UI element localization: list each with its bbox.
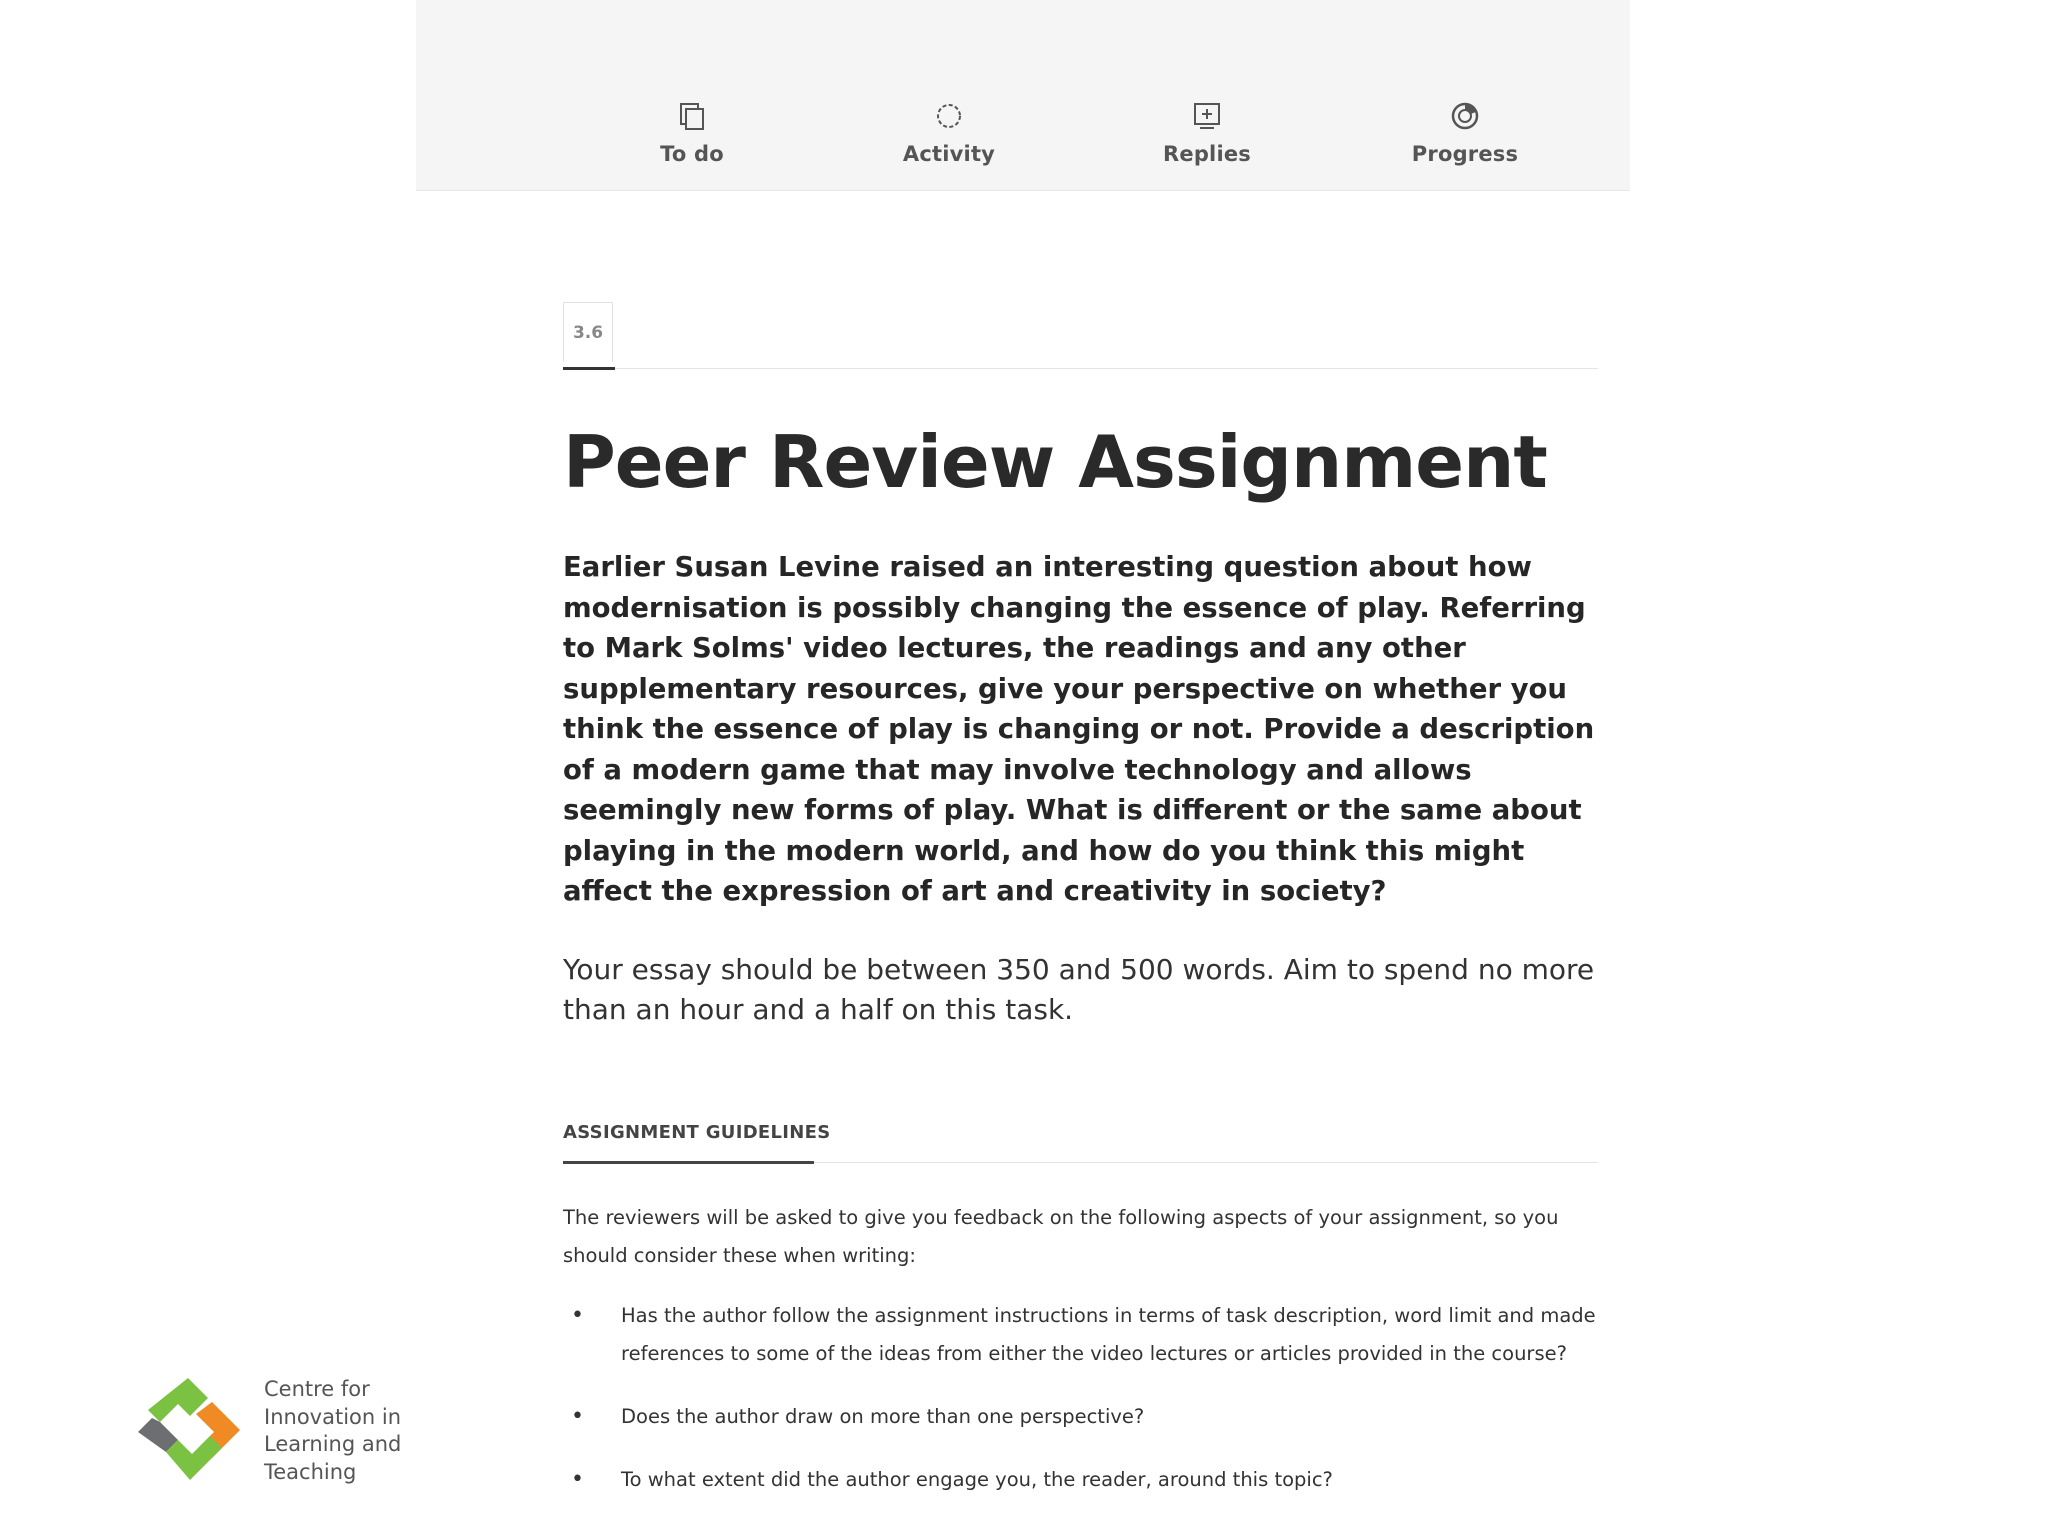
nav-item-to-do[interactable] [612, 100, 772, 166]
logo-line: Innovation in [264, 1404, 402, 1429]
assignment-question: Earlier Susan Levine raised an interesting question about how modernisation is possibly changing the essence of play. Referring to Mark Solms' video lectures, the readings and any other supplementary resources, give your perspective on whether you think the essence of play is changing or not. Provide a description of a modern game that may involve technology and allows seemingly new forms of play. What is different or the same about playing in the modern world, and how do you think this might affect the expression of art and creativity in society? [563, 551, 1595, 907]
progress-icon [1449, 100, 1481, 132]
nav-item-replies[interactable] [1127, 100, 1287, 166]
logo-line: Teaching [264, 1459, 357, 1484]
bullet: • [571, 1466, 584, 1492]
guidelines-heading[interactable]: ASSIGNMENT GUIDELINES [563, 1121, 831, 1143]
list-item [563, 1398, 1598, 1436]
guidelines-underline [563, 1161, 814, 1164]
list-item [563, 1297, 1598, 1373]
page-title: Peer Review Assignment [563, 420, 1547, 504]
logo-text [264, 1376, 401, 1486]
guidelines-tab-header [563, 1122, 1598, 1163]
essay-instructions: Your essay should be between 350 and 500 words. Aim to spend no more than an hour and a half on this task. [563, 952, 1595, 1026]
criteria-text: To what extent did the author engage you, the reader, around this topic? [621, 1467, 1333, 1491]
step-tabs [563, 300, 1598, 369]
step-number-tab[interactable]: 3.6 [563, 302, 613, 362]
bullet: • [571, 1403, 584, 1429]
guidelines-intro: The reviewers will be asked to give you feedback on the following aspects of your assignment, so you should consider these when writing: [563, 1205, 1559, 1267]
activity-icon [933, 100, 965, 132]
replies-icon [1191, 100, 1223, 132]
nav-label-progress: Progress [1411, 142, 1519, 166]
step-tab-underline [563, 367, 615, 370]
nav-label-activity: Activity [902, 142, 996, 166]
todo-icon [676, 100, 708, 132]
criteria-text: Has the author follow the assignment instructions in terms of task description, word limit and made references to some of the ideas from either the video lectures or articles provided in the course? [621, 1303, 1596, 1365]
list-item [563, 1461, 1598, 1499]
criteria-text: Does the author draw on more than one perspective? [621, 1404, 1145, 1428]
ciilt-logo-icon [132, 1376, 244, 1488]
bullet: • [571, 1302, 584, 1328]
nav-item-activity[interactable] [869, 100, 1029, 166]
logo-line: Learning and [264, 1432, 402, 1456]
nav-label-to-do: To do [660, 142, 724, 166]
nav-item-progress[interactable] [1385, 100, 1545, 166]
step-content [563, 300, 1598, 1524]
criteria-list [563, 1297, 1598, 1499]
cilt-logo [132, 1376, 432, 1496]
nav-label-replies: Replies [1163, 142, 1251, 166]
logo-line: Centre for [264, 1377, 370, 1401]
top-navigation-bar [416, 0, 1630, 191]
